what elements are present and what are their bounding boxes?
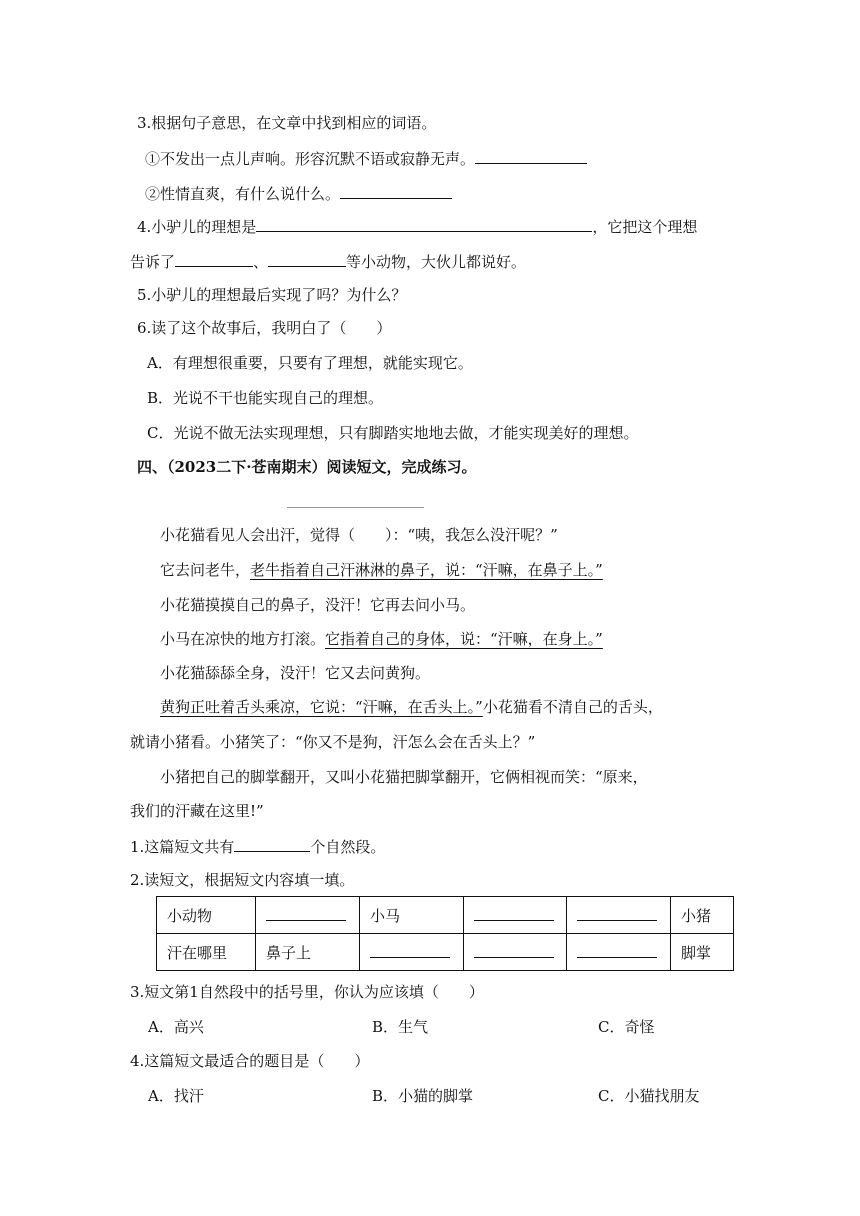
passage-paragraph-6-underlined: 黄狗正吐着舌头乘凉，它说：“汗嘛，在舌头上。” [160,698,483,716]
reading-question-1-text-b: 个自然段。 [310,838,386,856]
option-3-a[interactable]: A．高兴 [148,1018,204,1036]
reading-question-2: 2.读短文，根据短文内容填一填。 [130,871,355,889]
passage-paragraph-7-line-2: 我们的汗藏在这里!” [130,802,264,820]
table-cell: 汗在哪里 [157,934,256,971]
passage-paragraph-6-line-1 [160,696,663,718]
passage-paragraph-2-underlined: 老牛指着自己汗淋淋的鼻子，说：“汗嘛，在鼻子上。” [250,561,603,579]
title-divider [287,507,424,508]
question-4-text-b: ，它把这个理想 [592,218,698,236]
question-5: 5.小驴儿的理想最后实现了吗？为什么？ [137,286,407,304]
table-cell[interactable] [464,897,567,934]
passage-paragraph-7-line-1: 小猪把自己的脚掌翻开，又叫小花猫把脚掌翻开，它俩相视而笑：“原来， [160,768,648,786]
table-cell[interactable] [567,897,671,934]
answer-blank[interactable] [256,215,592,232]
answer-blank[interactable] [474,943,554,958]
passage-paragraph-1: 小花猫看见人会出汗，觉得（ ）：“咦，我怎么没汗呢？” [160,526,558,544]
passage-paragraph-6-line-2: 就请小猪看。小猪笑了：“你又不是狗，汗怎么会在舌头上？” [130,733,536,751]
passage-paragraph-6-b: 小花猫看不清自己的舌头， [482,698,663,716]
table-cell: 鼻子上 [256,934,360,971]
passage-paragraph-2-a: 它去问老牛， [160,561,251,579]
question-3: 3.根据句子意思，在文章中找到相应的词语。 [137,114,437,132]
table-row [157,934,734,971]
answer-blank[interactable] [266,906,346,921]
question-3-item-2 [145,182,452,205]
table-cell: 脚掌 [671,934,734,971]
answer-blank[interactable] [474,906,554,921]
reading-question-4: 4.这篇短文最适合的题目是（ ） [130,1052,370,1070]
passage-paragraph-4-a: 小马在凉快的地方打滚。 [160,630,326,648]
answer-blank[interactable] [340,182,452,199]
table-cell[interactable] [567,934,671,971]
option-6-c[interactable]: C．光说不做无法实现理想，只有脚踏实地地去做，才能实现美好的理想。 [147,424,639,442]
section-4-heading: 四、（2023二下·苍南期末）阅读短文，完成练习。 [137,458,477,476]
table-cell: 小猪 [671,897,734,934]
option-3-c[interactable]: C．奇怪 [598,1018,655,1036]
option-4-c[interactable]: C．小猫找朋友 [598,1087,700,1105]
answer-blank[interactable] [175,250,253,267]
question-3-item-1-text: ①不发出一点儿声响。形容沉默不语或寂静无声。 [145,150,476,168]
passage-paragraph-4 [160,628,603,650]
question-4-text-e: 等小动物，大伙儿都说好。 [346,253,527,271]
question-3-item-2-text: ②性情直爽，有什么说什么。 [145,185,341,203]
answer-blank[interactable] [370,943,450,958]
question-4-line-1 [137,215,697,238]
option-4-b[interactable]: B．小猫的脚掌 [372,1087,474,1105]
option-6-b[interactable]: B．光说不干也能实现自己的理想。 [147,389,384,407]
table-cell[interactable] [464,934,567,971]
answer-blank[interactable] [268,250,346,267]
question-4-text-c: 告诉了 [130,253,176,271]
passage-paragraph-4-underlined: 它指着自己的身体，说：“汗嘛，在身上。” [325,630,603,648]
table-cell[interactable] [256,897,360,934]
question-3-item-1 [145,147,587,170]
table-cell[interactable] [360,934,464,971]
answer-blank[interactable] [475,147,587,164]
option-4-a[interactable]: A．找汗 [148,1087,204,1105]
question-6: 6.读了这个故事后，我明白了（ ） [137,319,392,337]
answer-blank[interactable] [577,906,657,921]
answer-blank[interactable] [234,835,310,852]
passage-paragraph-5: 小花猫舔舔全身，没汗！它又去问黄狗。 [160,664,431,682]
table-row [157,897,734,934]
reading-question-1 [130,835,385,858]
table-cell: 小马 [360,897,464,934]
option-6-a[interactable]: A．有理想很重要，只要有了理想，就能实现它。 [147,354,473,372]
question-4-line-2 [130,250,526,273]
reading-question-1-text-a: 1.这篇短文共有 [130,838,235,856]
passage-paragraph-3: 小花猫摸摸自己的鼻子，没汗！它再去问小马。 [160,596,476,614]
answer-blank[interactable] [577,943,657,958]
reading-question-3: 3.短文第1自然段中的括号里，你认为应该填（ ） [130,983,484,1001]
question-4-text-a: 4.小驴儿的理想是 [137,218,257,236]
table-cell: 小动物 [157,897,256,934]
answer-table [156,896,734,971]
option-3-b[interactable]: B．生气 [372,1018,429,1036]
question-4-text-d: 、 [253,253,269,271]
passage-paragraph-2 [160,559,603,581]
